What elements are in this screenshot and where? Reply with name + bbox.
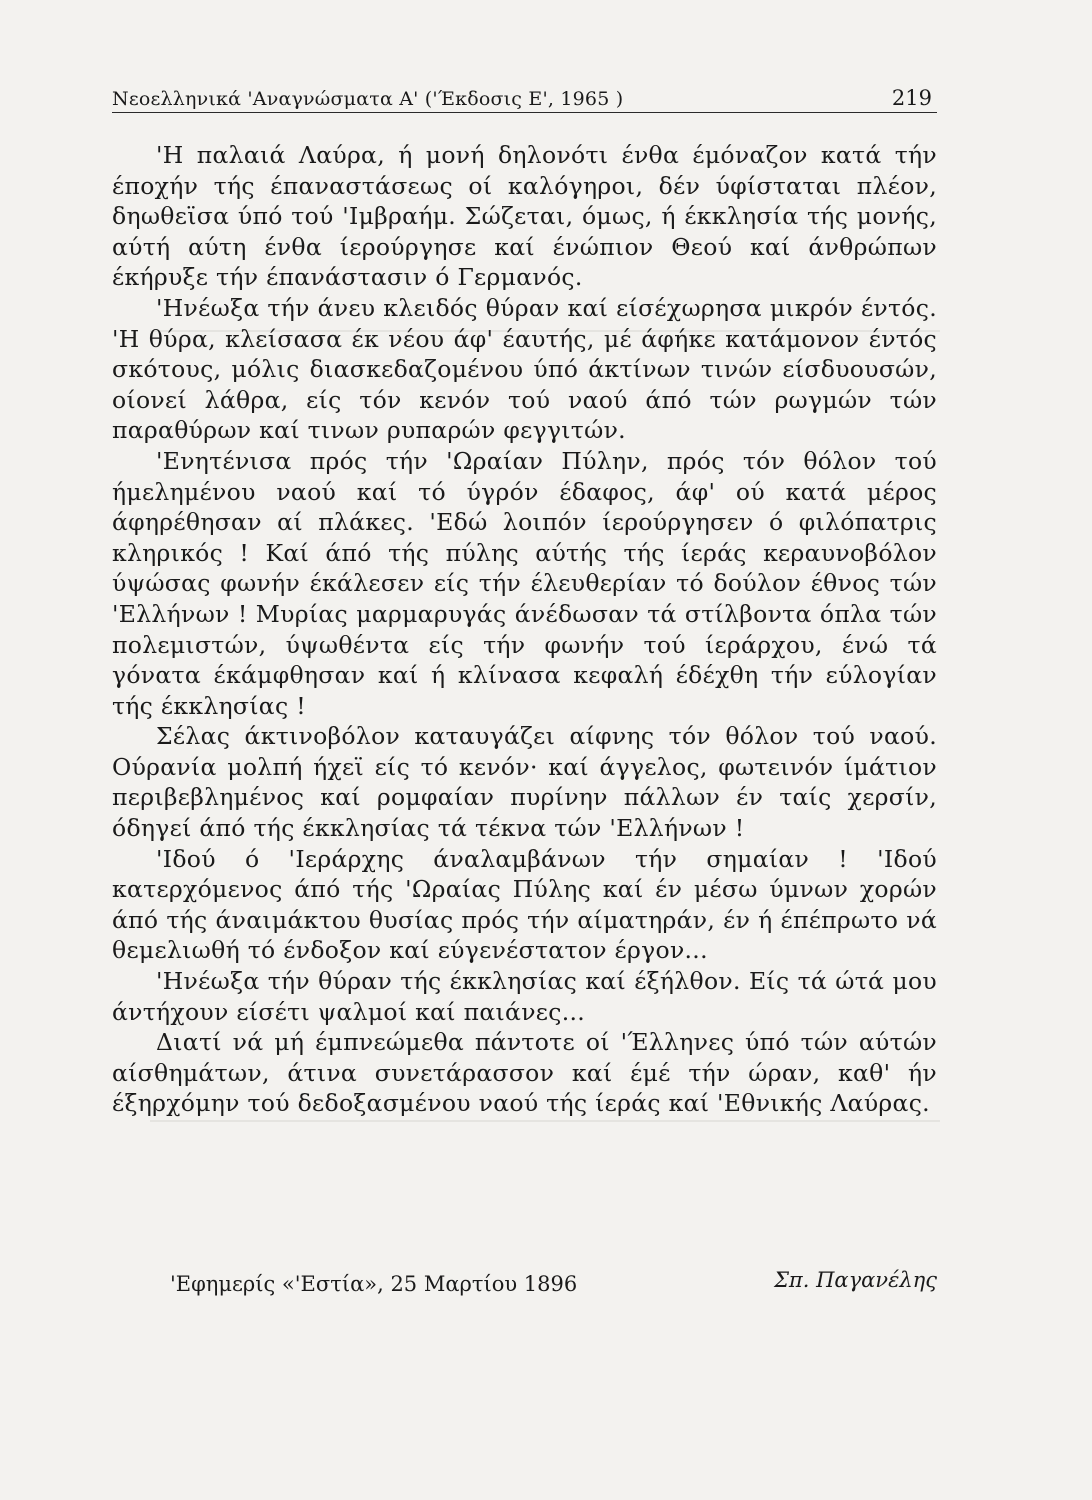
signature-line [112,1268,937,1302]
paragraph-5: 'Ιδού ό 'Ιεράρχης άναλαμβάνων τήν σημαίαν ! 'Ιδού κατερχόμενος άπό τής 'Ωραίας Πύλης καί έν μέσω ύμνων χορών άπό τής άναιμάκτου θυσίας πρός τήν αίματηράν, έν ή έπέπρωτο νά θεμελιωθή τό ένδοξον καί εύγενέστατον έργον... [112,844,937,965]
paragraph-2: 'Ηνέωξα τήν άνευ κλειδός θύραν καί είσέχωρησα μικρόν έντός. 'Η θύρα, κλείσασα έκ νέου άφ' έαυτής, μέ άφήκε κατάμονον έντός σκότους, μόλις διασκεδαζομένου ύπό άκτίνων τινών είσδυουσών, οίονεί λάθρα, είς τόν κενόν τού ναού άπό τών ρωγμών τών παραθύρων καί τινων ρυπαρών φεγγιτών. [112,293,937,445]
page-number: 219 [891,86,932,110]
article-body [112,140,937,1119]
paragraph-1: 'Η παλαιά Λαύρα, ή μονή δηλονότι ένθα έμόναζον κατά τήν έποχήν τής έπαναστάσεως οί καλόγηροι, δέν ύφίσταται πλέον, δηωθεϊσα ύπό τού 'Ιμβραήμ. Σώζεται, όμως, ή έκκλησία τής μονής, αύτή αύτη ένθα ίερούργησε καί ένώπιον Θεού καί άνθρώπων έκήρυξε τήν έπανάστασιν ό Γερμανός. [112,141,937,292]
running-title: Νεοελληνικά 'Αναγνώσματα Α' ('Έκδοσις Ε', 1965 ) [112,88,624,110]
paragraph-6: 'Ηνέωξα τήν θύραν τής έκκλησίας καί έξήλθον. Είς τά ώτά μου άντήχουν είσέτι ψαλμοί καί παιάνες... [112,967,937,1026]
running-header [112,82,937,113]
source-citation: 'Εφημερίς «'Εστία», 25 Μαρτίου 1896 [170,1272,578,1296]
bleed-through-line [150,1120,940,1122]
paragraph-3: 'Ενητένισα πρός τήν 'Ωραίαν Πύλην, πρός τόν θόλον τού ήμελημένου ναού καί τό ύγρόν έδαφος, άφ' ού κατά μέρος άφηρέθησαν αί πλάκες. 'Εδώ λοιπόν ίερούργησεν ό φιλόπατρις κληρικός ! Καί άπό τής πύλης αύτής τής ίεράς κεραυνοβόλον ύψώσας φωνήν έκάλεσεν είς τήν έλευθερίαν τό δούλον έθνος τών 'Ελλήνων ! Μυρίας μαρμαρυγάς άνέδωσαν τά στίλβοντα όπλα τών πολεμιστών, ύψωθέντα είς τήν φωνήν τού ίεράρχου, ένώ τά γόνατα έκάμφθησαν καί ή κλίνασα κεφαλή έδέχθη τήν εύλογίαν τής έκκλησίας ! [112,446,937,720]
paragraph-4: Σέλας άκτινοβόλον καταυγάζει αίφνης τόν θόλον τού ναού. Ούρανία μολπή ήχεϊ είς τό κενόν· καί άγγελος, φωτεινόν ίμάτιον περιβεβλημένος καί ρομφαίαν πυρίνην πάλλων έν ταίς χερσίν, όδηγεί άπό τής έκκλησίας τά τέκνα τών 'Ελλήνων ! [112,722,937,843]
paragraph-7: Διατί νά μή έμπνεώμεθα πάντοτε οί 'Έλληνες ύπό τών αύτών αίσθημάτων, άτινα συνετάρασσον καί έμέ τήν ώραν, καθ' ήν έξηρχόμην τού δεδοξασμένου ναού τής ίεράς καί 'Εθνικής Λαύρας. [112,1028,937,1118]
author-name: Σπ. Παγανέλης [774,1268,937,1292]
